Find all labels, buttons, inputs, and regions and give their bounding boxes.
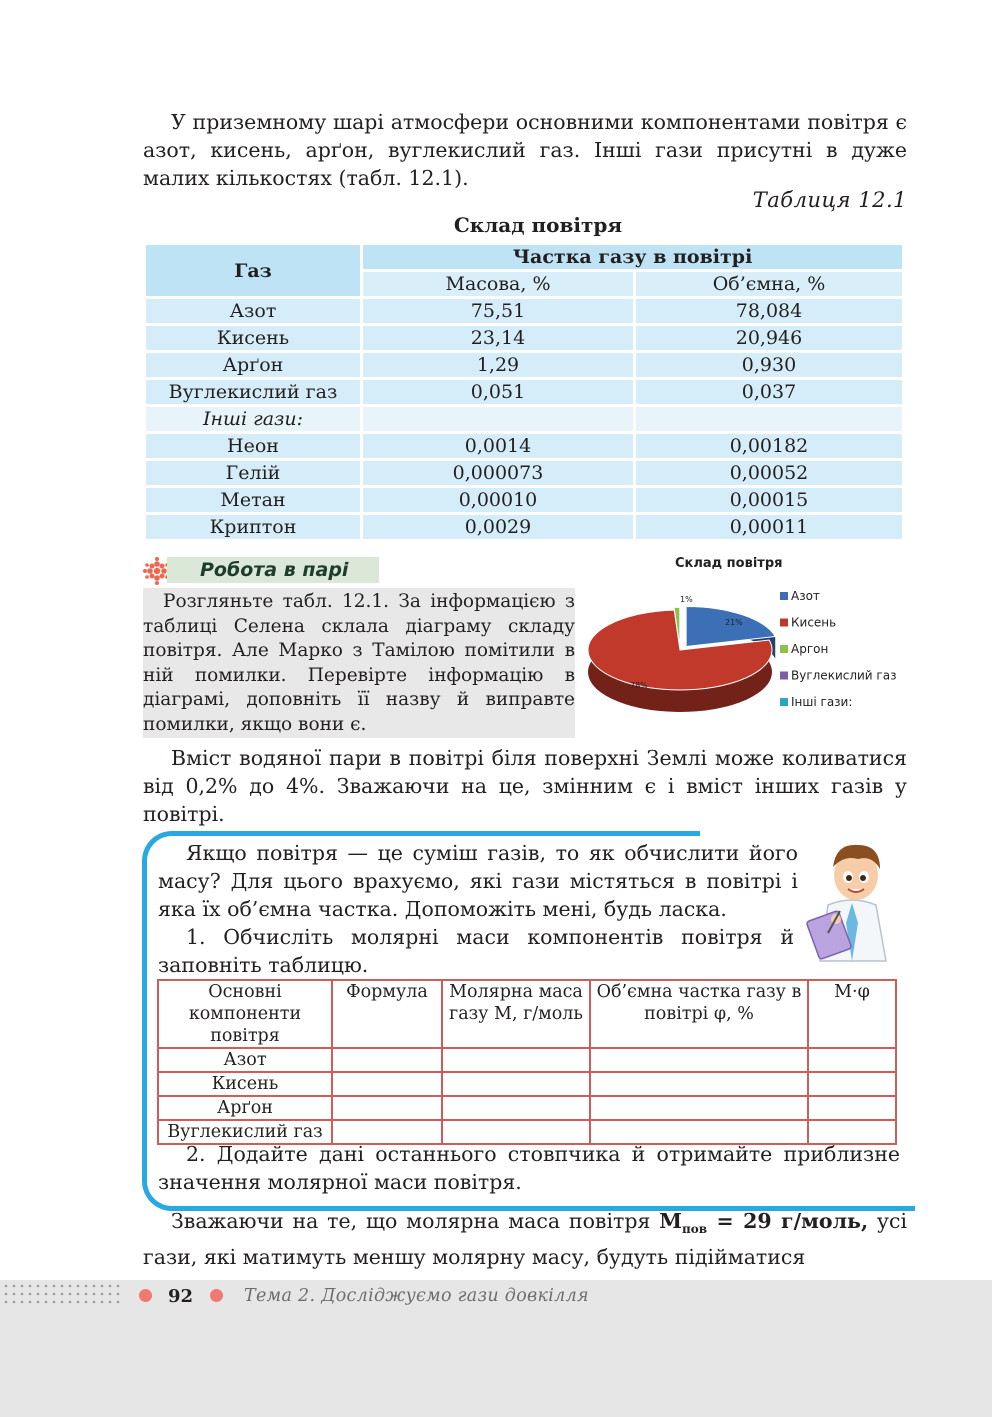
legend-swatch bbox=[780, 698, 788, 706]
table-row: Арґон 1,29 0,930 bbox=[146, 353, 902, 377]
pie-data-label: 78% bbox=[630, 681, 648, 690]
table-row: Вуглекислий газ 0,051 0,037 bbox=[146, 380, 902, 404]
footer-dots-decoration bbox=[2, 1282, 122, 1308]
molar-mass-task-table bbox=[157, 979, 897, 1145]
footer-dot-icon bbox=[210, 1289, 223, 1302]
page-number: 92 bbox=[168, 1286, 194, 1307]
table-row: Неон 0,0014 0,00182 bbox=[146, 434, 902, 458]
air-composition-pie-chart bbox=[580, 550, 910, 740]
col-group-header: Частка газу в повітрі bbox=[363, 245, 902, 269]
footer-topic: Тема 2. Досліджуємо гази довкілля bbox=[244, 1286, 589, 1306]
legend-swatch bbox=[780, 672, 788, 680]
legend-label: Кисень bbox=[791, 615, 837, 630]
table-row: Кисень bbox=[158, 1072, 896, 1096]
work-in-pairs-title: Робота в парі bbox=[200, 559, 349, 581]
task-col-product: M·φ bbox=[808, 980, 896, 1048]
work-in-pairs-text: Розгляньте табл. 12.1. За інформацією з таблиці Селена склала діаграму складу повітря. Але Марко з Тамілою помітили в ній помилки. Перевірте інформацію в діаграмі, доповніть її назву й виправте помилки, якщо вони є. bbox=[143, 591, 575, 735]
pie-data-label: 1% bbox=[680, 595, 693, 604]
bubble-question: Якщо повітря — це суміш газів, то як обчислити його масу? Для цього врахуємо, які гази містяться в повітрі і яка їх об’ємна частка. Допоможіть мені, будь ласка. bbox=[158, 841, 798, 921]
table-row: Кисень 23,14 20,946 bbox=[146, 326, 902, 350]
task-col-components: Основні компоненти повітря bbox=[158, 980, 332, 1048]
chart-legend bbox=[780, 589, 896, 709]
col-gas-header: Газ bbox=[146, 245, 360, 296]
final-paragraph: Зважаючи на те, що молярна маса повітря $M_{пов} = 29$ г/моль, усі гази, які матимуть меншу молярну масу, будуть підійматися bbox=[143, 1209, 907, 1270]
table-row: Азот 75,51 78,084 bbox=[146, 299, 902, 323]
col-mass-header: Масова, % bbox=[363, 272, 633, 296]
task-col-volume-fraction: Об’ємна частка газу в повітрі φ, % bbox=[590, 980, 808, 1048]
composition-table bbox=[143, 242, 905, 542]
col-volume-header: Об’ємна, % bbox=[636, 272, 902, 296]
task-col-formula: Формула bbox=[332, 980, 442, 1048]
pie-data-label: 21% bbox=[725, 618, 743, 627]
scientist-boy-illustration bbox=[806, 833, 898, 965]
table-row: Криптон 0,0029 0,00011 bbox=[146, 515, 902, 539]
table-row-other-gases: Інші гази: bbox=[146, 407, 902, 431]
legend-swatch bbox=[780, 619, 788, 627]
legend-swatch bbox=[780, 645, 788, 653]
legend-label: Вуглекислий газ bbox=[791, 668, 897, 683]
footer-dot-icon bbox=[139, 1289, 152, 1302]
legend-swatch bbox=[780, 592, 788, 600]
table-row: Вуглекислий газ bbox=[158, 1120, 896, 1144]
pie-top bbox=[588, 606, 775, 690]
task-col-molar-mass: Молярна маса газу M, г/моль bbox=[442, 980, 590, 1048]
bubble-step-1: 1. Обчисліть молярні маси компонентів повітря й заповніть таблицю. bbox=[158, 925, 794, 977]
table-row: Арґон bbox=[158, 1096, 896, 1120]
chart-title: Склад повітря bbox=[675, 556, 783, 571]
table-row: Азот bbox=[158, 1048, 896, 1072]
legend-label: Азот bbox=[791, 589, 820, 603]
table-title: Склад повітря bbox=[453, 213, 623, 237]
table-row: Гелій 0,000073 0,00052 bbox=[146, 461, 902, 485]
table-row: Метан 0,00010 0,00015 bbox=[146, 488, 902, 512]
table-caption: Таблиця 12.1 bbox=[752, 188, 907, 212]
intro-paragraph: У приземному шарі атмосфери основними компонентами повітря є азот, кисень, арґон, вуглекислий газ. Інші гази присутні в дуже малих кількостях (табл. 12.1). bbox=[143, 110, 907, 190]
bubble-step-2: 2. Додайте дані останнього стовпчика й отримайте приблизне значення молярної маси повітря. bbox=[158, 1142, 900, 1194]
water-vapor-paragraph: Вміст водяної пари в повітрі біля поверхні Землі може коливатися від 0,2% до 4%. Зважаючи на це, змінним є і вміст інших газів у повітрі. bbox=[143, 746, 907, 826]
legend-label: Інші гази: bbox=[791, 695, 853, 709]
legend-label: Аргон bbox=[791, 642, 829, 656]
